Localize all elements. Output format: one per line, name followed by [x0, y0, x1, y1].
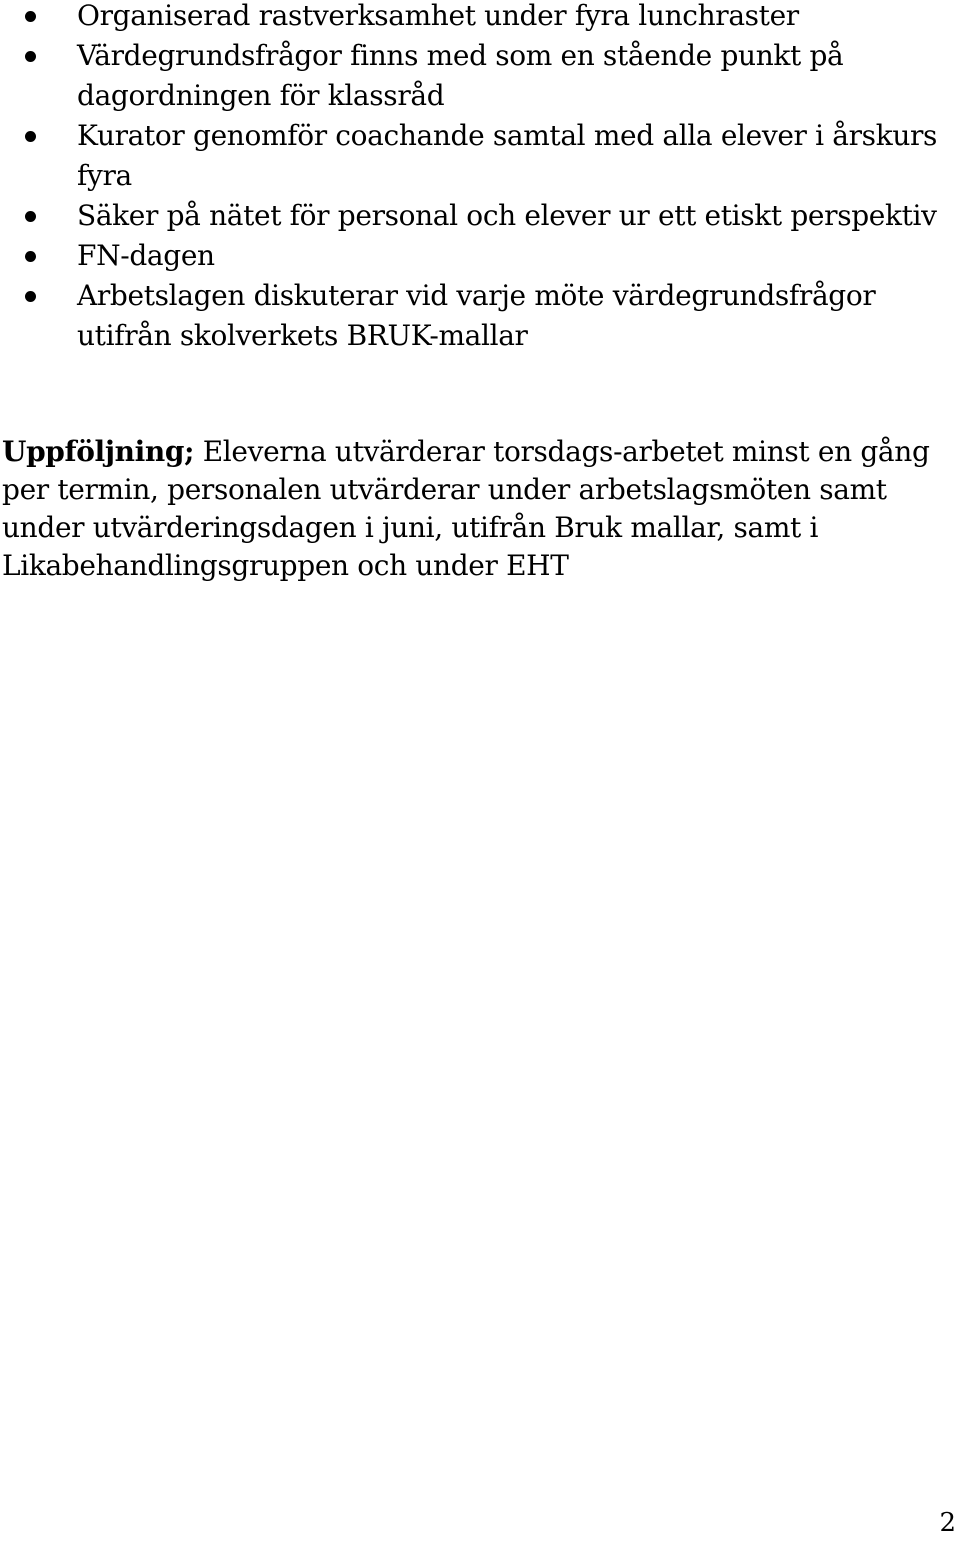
bullet-icon [25, 251, 36, 262]
list-item-text: Säker på nätet för personal och elever ur ett etiskt perspektiv [77, 199, 937, 232]
list-item-text: FN-dagen [77, 239, 215, 272]
list-item-text: Kurator genomför coachande samtal med alla elever i årskurs fyra [77, 119, 938, 192]
list-item [0, 196, 940, 236]
list-item [0, 0, 940, 36]
bullet-icon [25, 51, 36, 62]
list-item [0, 276, 940, 356]
list-item-text: Värdegrundsfrågor finns med som en stående punkt på dagordningen för klassråd [77, 39, 844, 112]
bullet-icon [25, 11, 36, 22]
bullet-icon [25, 131, 36, 142]
list-item [0, 36, 940, 116]
followup-label: Uppföljning; [2, 435, 195, 468]
bullet-icon [25, 291, 36, 302]
list-item [0, 236, 940, 276]
page-number: 2 [939, 1508, 956, 1538]
followup-paragraph [2, 433, 952, 585]
list-item-text: Arbetslagen diskuterar vid varje möte värdegrundsfrågor utifrån skolverkets BRUK-mallar [77, 279, 876, 352]
followup-text: Eleverna utvärderar torsdags-arbetet minst en gång per termin, personalen utvärderar under arbetslagsmöten samt under utvärderingsdagen i juni, utifrån Bruk mallar, samt i Likabehandlingsgruppen och under EHT [2, 435, 930, 582]
list-item-text: Organiserad rastverksamhet under fyra lunchraster [77, 0, 799, 32]
bullet-icon [25, 211, 36, 222]
list-item [0, 116, 940, 196]
bullet-list [0, 0, 940, 356]
